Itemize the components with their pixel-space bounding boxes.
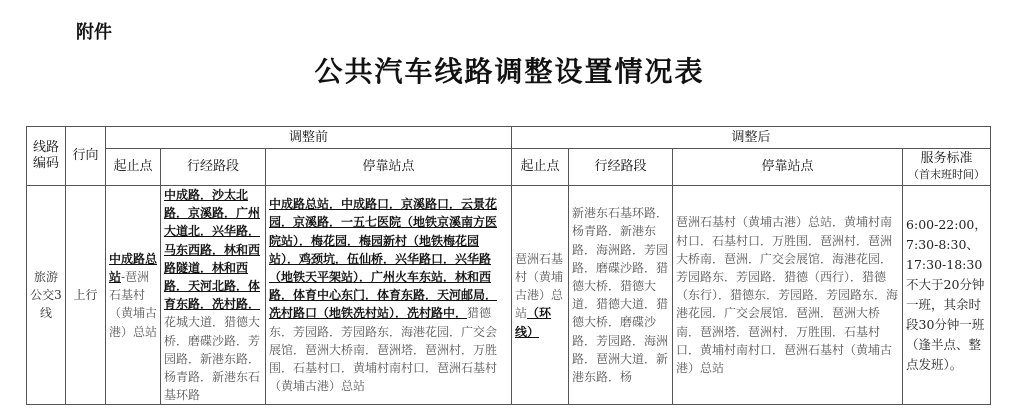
before-path-bold: 中成路．沙太北路．京溪路．广州大道北．兴华路．马东西路．林和西路隧道．林和西路．天河北路．体育东路．冼村路． <box>164 188 261 312</box>
before-endpoints-bold: 中成路总站 <box>109 251 158 284</box>
header-before-stops: 停靠站点 <box>266 149 512 186</box>
service-standard-title: 服务标准 <box>920 151 973 166</box>
cell-direction: 上行 <box>66 186 106 405</box>
before-path-rest: 花城大道．猎德大桥．磨碟沙路．芳园路．新港东路．杨青路．新港东石基环路 <box>164 315 261 403</box>
service-standard-text: 6:00-22:00，7:30-8:30、17:30-18:30不大于20分钟一班，其余时段30分钟一班（逢半点、整点发班）。 <box>906 217 987 373</box>
cell-before-stops <box>266 186 512 405</box>
after-endpoints-bold: （环线） <box>515 306 552 339</box>
page-title: 公共汽车线路调整设置情况表 <box>314 55 705 88</box>
after-stops-text: 琶洲石基村（黄埔古港）总站．黄埔村南村口．石基村口．万胜围．琶洲村．琶洲大桥南．琶洲．广交会展馆．海港花园．芳园路东．芳园路．猎德（西行）．猎德（东行）．猎德东．芳园路．芳园路东．海港花园．广交会展馆．琶洲．琶洲大桥南．琶洲塔．琶洲村．万胜围．石基村口．黄埔村南村口．琶洲石基村（黄埔古港）总站 <box>676 215 899 375</box>
cell-before-endpoints <box>106 186 161 405</box>
after-endpoints-text: 琶洲石基村（黄埔古港）总站 <box>515 251 564 321</box>
header-route-code: 线路编码 <box>27 127 66 186</box>
cell-after-stops <box>673 186 903 405</box>
header-before-path: 行经路段 <box>161 149 266 186</box>
attachment-label: 附件 <box>76 22 112 43</box>
header-after-path: 行经路段 <box>569 149 673 186</box>
header-before-endpoints: 起止点 <box>106 149 161 186</box>
before-stops-bold: 中成路总站．中成路口．京溪路口．云景花园．京溪路．一五七医院（地铁京溪南方医院站）．梅花园．梅园新村（地铁梅花园站）．鸡颈坑．伍仙桥．兴华路口．兴华路（地铁天平架站）．广州火车东站．林和西路．体育中心东门．体育东路．天河邮局．冼村路口（地铁冼村站）．冼村路中． <box>269 197 498 321</box>
cell-service-standard <box>903 186 991 405</box>
cell-route-code: 旅游公交3线 <box>27 186 66 405</box>
header-after-group: 调整后 <box>512 127 991 149</box>
before-stops-rest: 猎德东．芳园路．芳园路东．海港花园．广交会展馆．琶洲大桥南．琶洲塔．琶洲村．万胜围．石基村口．黄埔村南村口．琶洲石基村（黄埔古港）总站 <box>269 306 498 394</box>
after-path-text: 新港东石基环路．杨青路．新港东路．海洲路．芳园路．磨碟沙路．猎德大桥．猎德大道．猎德大道．猎德大桥．磨碟沙路．芳园路．海洲路．琶洲大道．新港东路．杨 <box>572 206 669 385</box>
cell-before-path <box>161 186 266 405</box>
header-after-endpoints: 起止点 <box>512 149 569 186</box>
header-direction: 行向 <box>66 127 106 186</box>
header-service-standard <box>903 149 991 186</box>
header-after-stops: 停靠站点 <box>673 149 903 186</box>
route-adjustment-table <box>26 126 991 405</box>
before-endpoints-rest: -琶洲石基村（黄埔古港）总站 <box>109 269 158 339</box>
table-row <box>27 186 991 405</box>
cell-after-endpoints <box>512 186 569 405</box>
service-standard-subtitle: （首末班时间） <box>908 168 986 181</box>
cell-after-path <box>569 186 673 405</box>
header-before-group: 调整前 <box>106 127 512 149</box>
